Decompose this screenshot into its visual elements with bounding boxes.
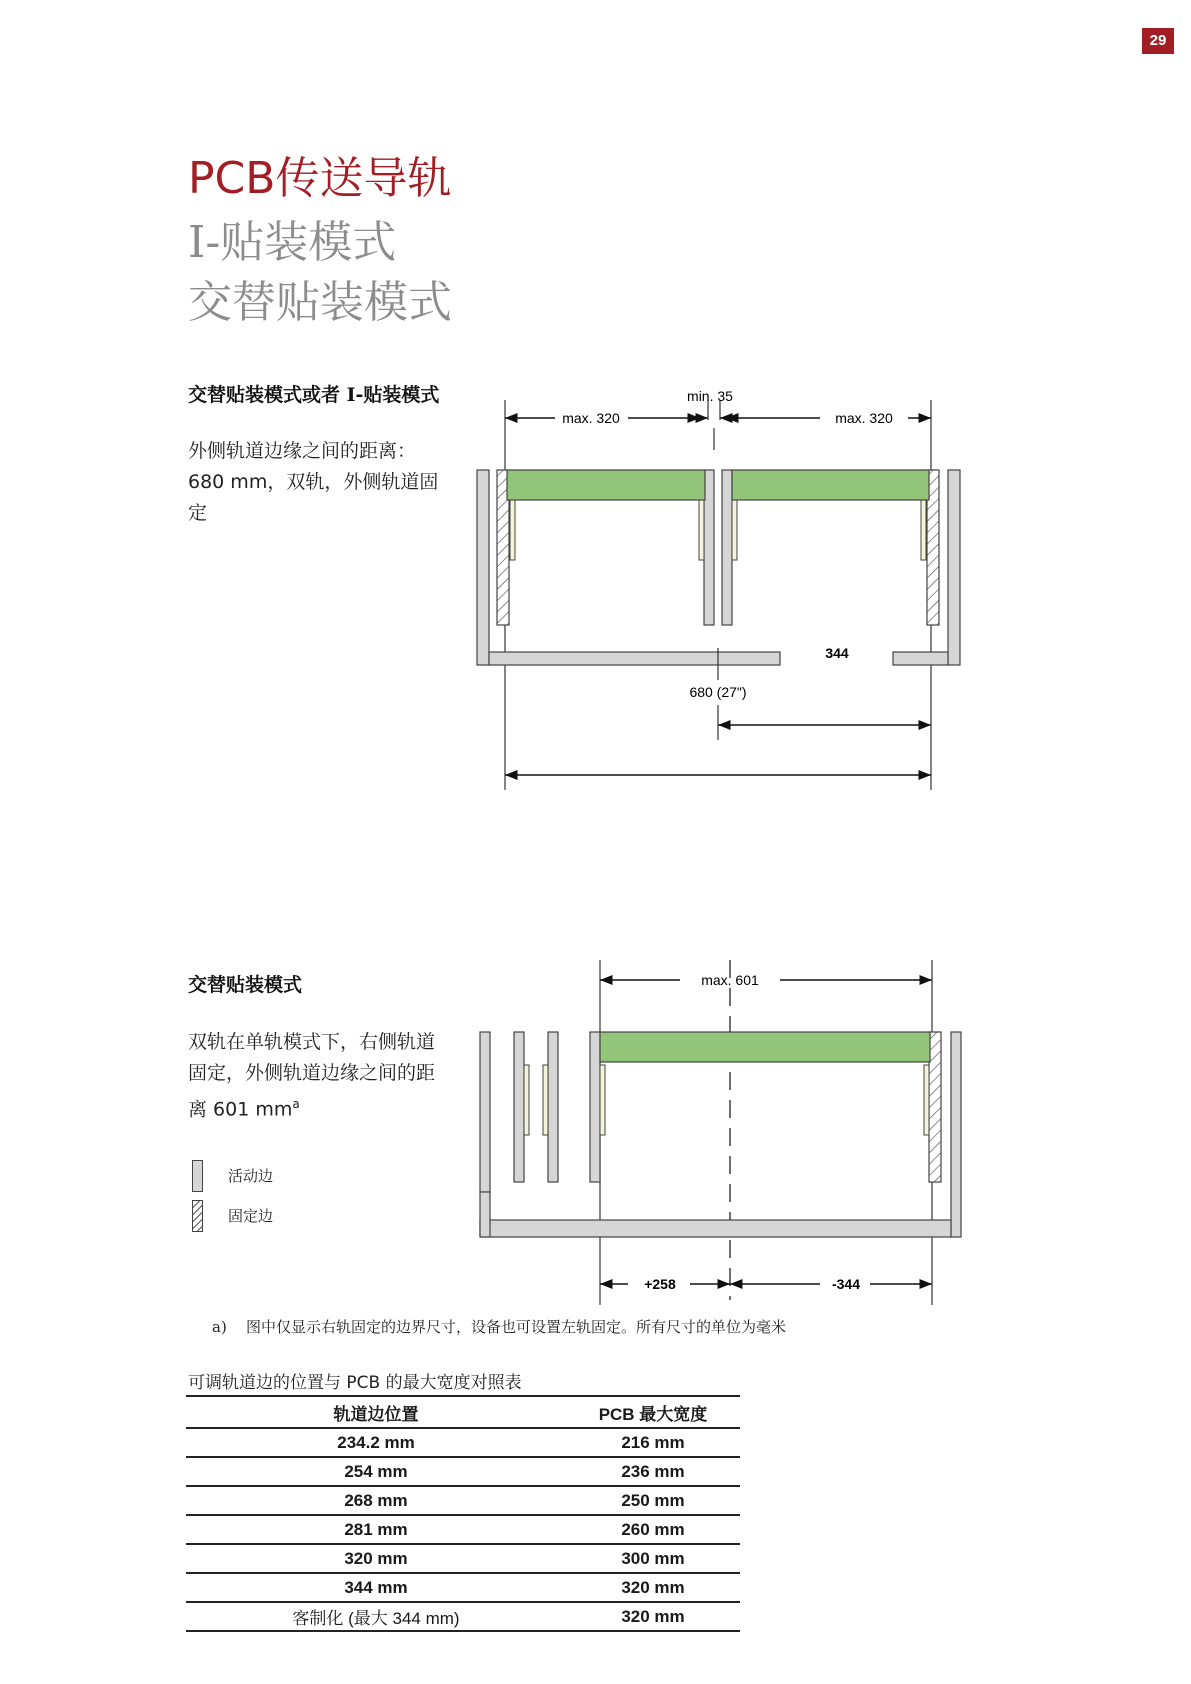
dim-max-right: max. 320 <box>835 410 893 426</box>
table-cell: 320 mm <box>566 1573 740 1602</box>
dim-minus-344: -344 <box>831 1276 861 1292</box>
fixed-edge-right <box>929 1032 941 1182</box>
table-cell: 236 mm <box>566 1457 740 1486</box>
base-rail <box>893 652 948 665</box>
page-subtitle-2: 交替贴装模式 <box>188 277 452 328</box>
dim-min-gap: min. 35 <box>687 388 733 404</box>
table-cell: 281 mm <box>186 1515 566 1544</box>
legend-movable-label: 活动边 <box>228 1167 274 1185</box>
table-cell: 300 mm <box>566 1544 740 1573</box>
rail-center-right <box>722 470 732 625</box>
pcb-board <box>600 1032 930 1062</box>
dim-max-left: max. 320 <box>562 410 620 426</box>
table-cell: 客制化 (最大 344 mm) <box>186 1602 566 1631</box>
base-rail <box>480 1192 490 1237</box>
footnote <box>212 1316 786 1337</box>
table-cell: 250 mm <box>566 1486 740 1515</box>
section1-heading: 交替贴装模式或者 I-贴装模式 <box>188 384 440 406</box>
table-row <box>186 1544 740 1573</box>
table-row <box>186 1602 740 1631</box>
table-cell: 320 mm <box>186 1544 566 1573</box>
table-cell: 216 mm <box>566 1428 740 1457</box>
table-header: PCB 最大宽度 <box>566 1396 740 1428</box>
pcb-board-left <box>507 470 705 500</box>
footnote-marker: a) <box>212 1318 227 1336</box>
rail-outer-right <box>951 1032 961 1237</box>
rail-idle <box>514 1032 524 1182</box>
section2-heading: 交替贴装模式 <box>188 974 303 996</box>
table-cell: 254 mm <box>186 1457 566 1486</box>
table-cell: 268 mm <box>186 1486 566 1515</box>
side-plate <box>543 1065 548 1135</box>
diagram-dual-rail <box>470 380 970 800</box>
page-number: 29 <box>1142 28 1174 54</box>
section1-text: 外侧轨道边缘之间的距离：680 mm，双轨，外侧轨道固定 <box>188 440 439 524</box>
table-row <box>186 1573 740 1602</box>
base-rail <box>489 652 780 665</box>
rail-outer-right <box>948 470 960 665</box>
rail-idle <box>480 1032 490 1192</box>
table-row <box>186 1428 740 1457</box>
movable-edge-swatch <box>192 1160 203 1192</box>
footnote-ref: a <box>292 1097 300 1111</box>
rail-idle <box>548 1032 558 1182</box>
base-rail <box>480 1220 951 1237</box>
side-plate <box>524 1065 529 1135</box>
legend-fixed-label: 固定边 <box>228 1207 274 1225</box>
page-title: PCB传送导轨 <box>188 153 452 204</box>
table-cell: 320 mm <box>566 1602 740 1631</box>
side-plate <box>924 1065 929 1135</box>
table-cell: 344 mm <box>186 1573 566 1602</box>
pcb-board-right <box>732 470 929 500</box>
dim-gap-344: 344 <box>825 645 849 661</box>
footnote-text: 图中仅显示右轨固定的边界尺寸，设备也可设置左轨固定。所有尺寸的单位为毫米 <box>246 1318 787 1336</box>
table-header: 轨道边位置 <box>186 1396 566 1428</box>
dim-plus-258: +258 <box>644 1276 676 1292</box>
table-cell: 234.2 mm <box>186 1428 566 1457</box>
table-cell: 260 mm <box>566 1515 740 1544</box>
rail-outer-left <box>477 470 489 665</box>
table-row <box>186 1515 740 1544</box>
table-caption: 可调轨道边的位置与 PCB 的最大宽度对照表 <box>188 1373 522 1393</box>
section2-text: 双轨在单轨模式下，右侧轨道固定，外侧轨道边缘之间的距离 601 $mm^a$ <box>188 1031 436 1121</box>
dim-max-601: max. 601 <box>701 972 759 988</box>
rail-width-table <box>186 1395 740 1632</box>
fixed-edge-swatch <box>192 1200 203 1232</box>
table-row <box>186 1486 740 1515</box>
diagram-single-rail <box>470 955 970 1315</box>
side-plate <box>600 1065 605 1135</box>
rail-movable <box>590 1032 600 1182</box>
dim-total-680: 680 (27") <box>689 684 747 700</box>
page-subtitle-1: I-贴装模式 <box>188 217 397 268</box>
table-row <box>186 1457 740 1486</box>
